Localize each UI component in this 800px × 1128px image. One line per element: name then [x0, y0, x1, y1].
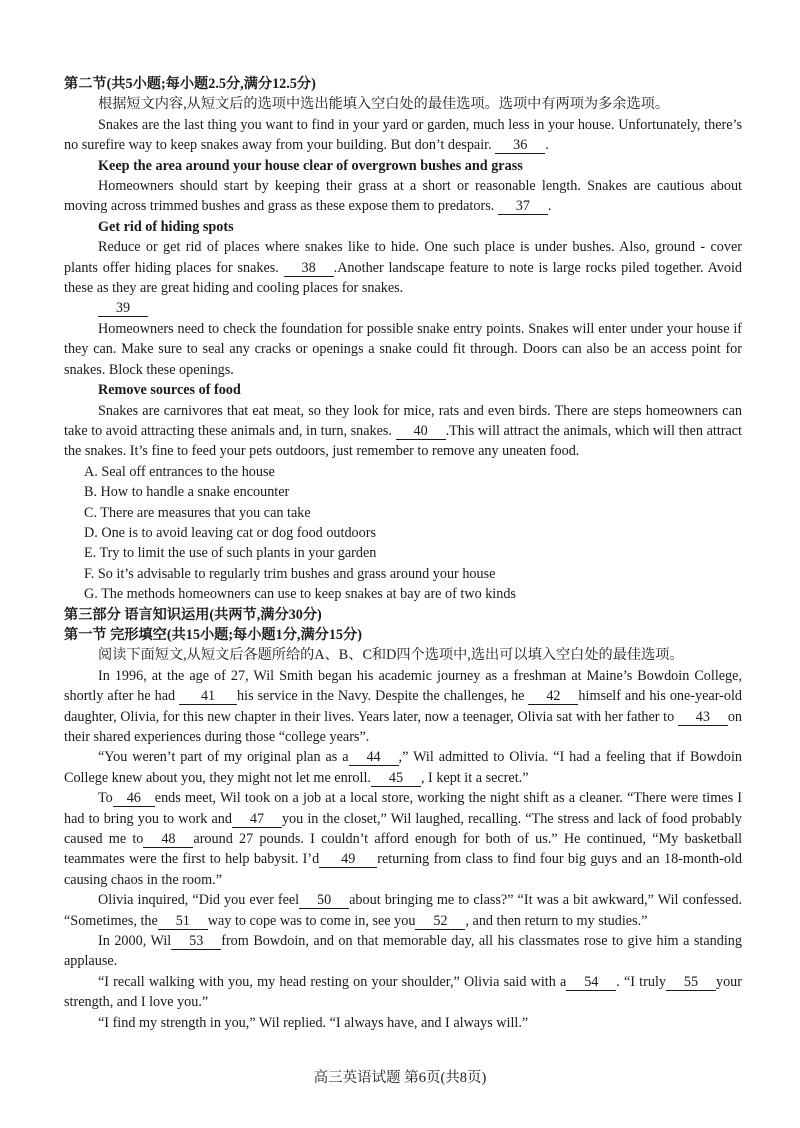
cloze-paragraph-3: To 46 ends meet, Wil took on a job at a local store, working the night shift as a cleaner. “There were times I had to bring you to work and 47 you in the closet,” Wil laughed, recalling. “The stress and lack of food probably caused me to 48 around 27 pounds. I couldn’t afford enough for both of us.” He continued, “My basketball teammates were the first to help babysit. I’d 49 returning from class to find four big guys and an 18-month-old causing chaos in the room.”: [64, 790, 743, 888]
cloze-paragraph-7: “I find my strength in you,” Wil replied. “I always have, and I always will.”: [98, 1014, 529, 1031]
blank-43[interactable]: 43: [678, 710, 728, 726]
part3-title: 第三部分 语言知识运用(共两节,满分30分): [64, 606, 322, 623]
heading-blank-39: [64, 298, 742, 318]
cloze-paragraph-4: Olivia inquired, “Did you ever feel 50 about bringing me to class?” “It was a bit awkward,” Wil confessed. “Sometimes, the 51 way to cope was to come in, see you 52 , and then return to my studies.”: [64, 892, 742, 929]
passage-paragraph-3: Reduce or get rid of places where snakes like to hide. One such place is under bushes. Also, ground - cover plants offer hiding places for snakes. 38 .Another landscape feature to note is large rocks piled together. Avoid these as they are great hiding and cooling places for snakes.: [64, 239, 742, 297]
option-d[interactable]: D. One is to avoid leaving cat or dog food outdoors: [84, 524, 376, 541]
cloze-instruction: 阅读下面短文,从短文后各题所给的A、B、C和D四个选项中,选出可以填入空白处的最佳选项。: [98, 647, 684, 664]
passage-paragraph-2: Homeowners should start by keeping their grass at a short or reasonable length. Snakes are cautious about moving across trimmed bushes and grass as these expose them to predators. 37 .: [64, 178, 742, 215]
cloze-paragraph-6: “I recall walking with you, my head resting on your shoulder,” Olivia said with a 54 . “I truly 55 your strength, and I love you.”: [64, 973, 742, 1011]
blank-42[interactable]: 42: [528, 689, 578, 705]
passage-paragraph-1: Snakes are the last thing you want to find in your yard or garden, much less in your house. Unfortunately, there’s no surefire way to keep snakes away from your building. But don’t despair. 36 .: [64, 116, 742, 154]
heading-food-sources: Remove sources of food: [98, 382, 241, 399]
cloze-paragraph-1: In 1996, at the age of 27, Wil Smith began his academic journey as a freshman at Maine’s Bowdoin College, shortly after he had 41 his service in the Navy. Despite the challenges, he 42 himself and his one-year-old daughter, Olivia, for this new chapter in their lives. Years later, now a teenager, Olivia sat with her father to 43 on their shared experiences during those “college years”.: [64, 667, 743, 745]
passage-paragraph-4: Homeowners need to check the foundation for possible snake entry points. Snakes will enter under your house if they can. Make sure to seal any cracks or openings a snake could fit through. Doors can also be an access point for snakes. Block these openings.: [64, 320, 742, 378]
blank-39[interactable]: 39: [98, 301, 148, 317]
option-b[interactable]: B. How to handle a snake encounter: [84, 484, 290, 501]
heading-hiding-spots: Get rid of hiding spots: [98, 218, 234, 235]
blank-44[interactable]: 44: [349, 750, 399, 766]
cloze-paragraph-5: In 2000, Wil 53 from Bowdoin, and on that memorable day, all his classmates rose to give him a standing applause.: [64, 933, 742, 970]
cloze-section-title: 第一节 完形填空(共15小题;每小题1分,满分15分): [64, 626, 362, 643]
blank-51[interactable]: 51: [158, 914, 208, 930]
passage-paragraph-5: Snakes are carnivores that eat meat, so they look for mice, rats and even birds. There are steps homeowners can take to avoid attracting these animals and, in turn, snakes. 40 .This will attract the animals, which will then attract the snakes. It’s fine to feed your pets outdoors, just remember to remove any uneaten food.: [64, 402, 743, 460]
option-g[interactable]: G. The methods homeowners can use to keep snakes at bay are of two kinds: [84, 586, 516, 603]
blank-53[interactable]: 53: [171, 934, 221, 950]
blank-36[interactable]: 36: [495, 138, 545, 154]
option-c[interactable]: C. There are measures that you can take: [84, 504, 311, 521]
blank-49[interactable]: 49: [319, 852, 377, 868]
blank-48[interactable]: 48: [143, 832, 193, 848]
section2-instruction: 根据短文内容,从短文后的选项中选出能填入空白处的最佳选项。选项中有两项为多余选项。: [98, 96, 670, 113]
section2-title: 第二节(共5小题;每小题2.5分,满分12.5分): [64, 76, 316, 92]
blank-37[interactable]: 37: [498, 199, 548, 215]
blank-54[interactable]: 54: [566, 975, 616, 991]
options-list: [64, 462, 742, 605]
option-f[interactable]: F. So it’s advisable to regularly trim bushes and grass around your house: [84, 565, 496, 582]
blank-55[interactable]: 55: [666, 975, 716, 991]
blank-52[interactable]: 52: [415, 914, 465, 930]
blank-50[interactable]: 50: [299, 893, 349, 909]
blank-46[interactable]: 46: [113, 791, 155, 807]
option-a[interactable]: A. Seal off entrances to the house: [84, 463, 275, 480]
blank-47[interactable]: 47: [232, 812, 282, 828]
blank-40[interactable]: 40: [396, 424, 446, 440]
page-footer: 高三英语试题 第6页(共8页): [313, 1070, 487, 1086]
blank-45[interactable]: 45: [371, 771, 421, 787]
option-e[interactable]: E. Try to limit the use of such plants in your garden: [84, 545, 377, 562]
heading-keep-area-clear: Keep the area around your house clear of overgrown bushes and grass: [98, 157, 523, 174]
blank-41[interactable]: 41: [179, 689, 237, 705]
blank-38[interactable]: 38: [284, 261, 334, 277]
cloze-paragraph-2: “You weren’t part of my original plan as a 44 ,” Wil admitted to Olivia. “I had a feeling that if Bowdoin College knew about you, they might not let me enroll. 45 , I kept it a secret.”: [64, 749, 742, 786]
